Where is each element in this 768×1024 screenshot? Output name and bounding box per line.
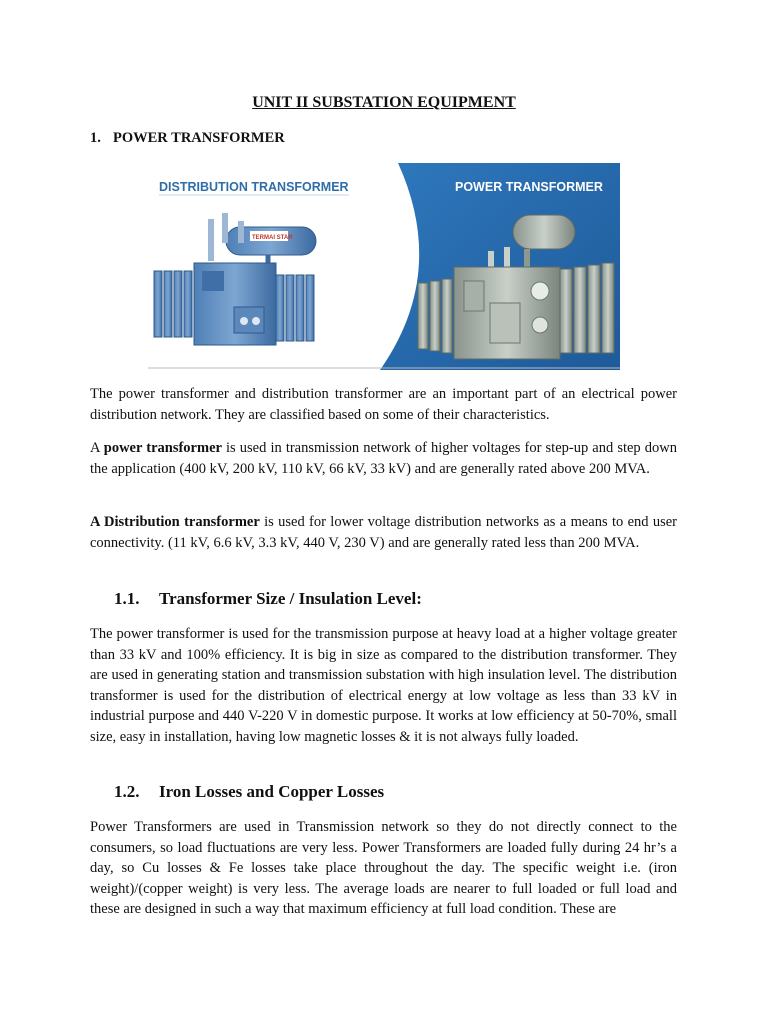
paragraph-losses: Power Transformers are used in Transmission network so they do not directly connect to the consumers, so load fluctuations are very less. Power Transformers are loaded fully during 24 hr’s a day, so Cu losses & Fe losses take place throughout the day. The specific weight i.e. (iron weight)/(copper weight) is very less. The average loads are nearer to full loaded or full load and these are designed in such a way that maximum efficiency at full load condition. These are (90, 819, 677, 918)
subsection-number: 1.1. (114, 589, 140, 608)
brand-mark: TERMAI STAR (252, 235, 293, 241)
paragraph-power-transformer (90, 438, 677, 479)
subsection-heading-iron-copper-losses (114, 782, 384, 802)
bold-term-distribution-transformer: A Distribution transformer (90, 514, 260, 530)
paragraph-lead: A (90, 440, 104, 456)
transformer-illustration (148, 163, 620, 370)
power-transformer-label: POWER TRANSFORMER (455, 180, 603, 194)
section-number: 1. (90, 130, 101, 146)
subsection-title: Transformer Size / Insulation Level: (159, 589, 422, 608)
paragraph-body: is used in transmission network of higher voltages for step-up and step down the application (400 kV, 200 kV, 110 kV, 66 kV, 33 kV) and are generally rated above 200 MVA. (90, 440, 677, 477)
bold-term-power-transformer: power transformer (103, 440, 222, 456)
section-heading-power-transformer (90, 130, 285, 147)
transformer-comparison-image (148, 163, 620, 370)
document-title: UNIT II SUBSTATION EQUIPMENT (252, 94, 516, 111)
paragraph-body: is used for lower voltage distribution networks as a means to end user connectivity. (11 kV, 6.6 kV, 3.3 kV, 440 V, 230 V) and are generally rated less than 200 MVA. (90, 514, 677, 551)
subsection-number: 1.2. (114, 782, 140, 801)
paragraph-intro: The power transformer and distribution transformer are an important part of an electrical power distribution network. They are classified based on some of their characteristics. (90, 386, 677, 423)
subsection-heading-size-insulation (114, 589, 422, 609)
distribution-transformer-label: DISTRIBUTION TRANSFORMER (159, 180, 349, 194)
paragraph-size-insulation: The power transformer is used for the transmission purpose at heavy load at a higher voltage greater than 33 kV and 100% efficiency. It is big in size as compared to the distribution transformer. They are used in generating station and transmission substation with high insulation level. The distribution transformer is used for the distribution of electrical energy at low voltage as less than 33 kV in industrial purpose and 440 V-220 V in domestic purpose. It works at low efficiency at 50-70%, small size, easy in installation, having low magnetic losses & it is not always fully loaded. (90, 626, 677, 745)
section-title: POWER TRANSFORMER (113, 130, 285, 146)
subsection-title: Iron Losses and Copper Losses (159, 782, 385, 801)
paragraph-distribution-transformer (90, 512, 677, 553)
